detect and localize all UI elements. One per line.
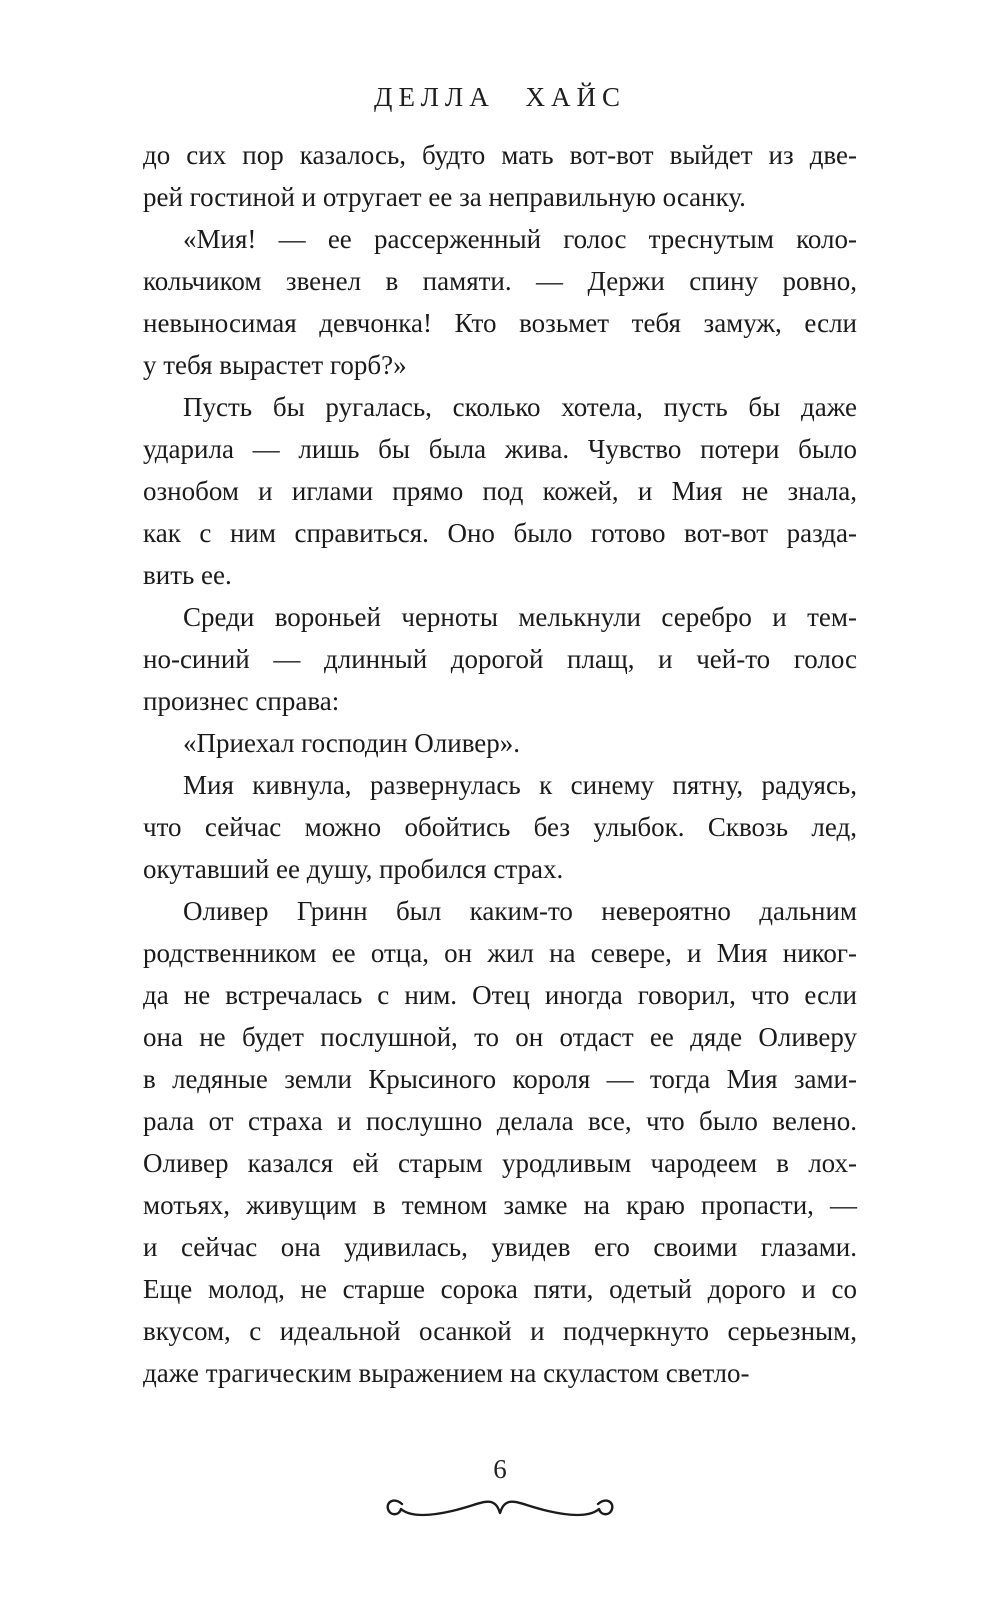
text-line: и сейчас она удивилась, увидев его своими глазами. [143, 1232, 857, 1262]
text-line: как с ним справиться. Оно было готово вот-вот разда- [143, 518, 857, 548]
text-line: произнес справа: [143, 686, 340, 716]
body-text [143, 134, 857, 1394]
text-line: кольчиком звенел в памяти. — Держи спину ровно, [143, 266, 857, 296]
text-line: «Приехал господин Оливер». [183, 728, 521, 758]
text-line: ударила — лишь бы была жива. Чувство потери было [143, 434, 857, 464]
text-line: рала от страха и послушно делала все, что было велено. [143, 1106, 857, 1136]
text-line: Оливер Гринн был каким-то невероятно дальним [183, 896, 857, 926]
text-line: в ледяные земли Крысиного короля — тогда Мия зами- [143, 1064, 857, 1094]
text-line: Пусть бы ругалась, сколько хотела, пусть бы даже [183, 392, 857, 422]
text-line: Среди вороньей черноты мелькнули серебро и тем- [183, 602, 857, 632]
text-line: невыносимая девчонка! Кто возьмет тебя замуж, если [143, 308, 857, 338]
text-line: окутавший ее душу, пробился страх. [143, 854, 564, 884]
text-line: ознобом и иглами прямо под кожей, и Мия не знала, [143, 476, 857, 506]
text-line: вить ее. [143, 560, 232, 590]
text-line: да не встречалась с ним. Отец иногда говорил, что если [143, 980, 857, 1010]
text-line: «Мия! — ее рассерженный голос треснутым коло- [183, 224, 857, 254]
text-line: вкусом, с идеальной осанкой и подчеркнуто серьезным, [143, 1316, 857, 1346]
text-line: Еще молод, не старше сорока пяти, одетый дорого и со [143, 1274, 857, 1304]
text-line: рей гостиной и отругает ее за неправильную осанку. [143, 182, 746, 212]
text-line: до сих пор казалось, будто мать вот-вот выйдет из две- [143, 140, 857, 170]
flourish-divider-icon [384, 1489, 616, 1521]
running-header-author: ДЕЛЛА ХАЙС [374, 82, 626, 112]
text-line: Мия кивнула, развернулась к синему пятну, радуясь, [183, 770, 857, 800]
text-line: у тебя вырастет горб?» [143, 350, 407, 380]
page-number: 6 [493, 1454, 507, 1484]
text-line: даже трагическим выражением на скуластом светло- [143, 1358, 750, 1388]
text-line: она не будет послушной, то он отдаст ее дяде Оливеру [143, 1022, 857, 1052]
text-line: но-синий — длинный дорогой плащ, и чей-то голос [143, 644, 857, 674]
text-line: что сейчас можно обойтись без улыбок. Сквозь лед, [143, 812, 857, 842]
text-line: родственником ее отца, он жил на севере, и Мия никог- [143, 938, 857, 968]
text-line: мотьях, живущим в темном замке на краю пропасти, — [143, 1190, 857, 1220]
text-line: Оливер казался ей старым уродливым чародеем в лох- [143, 1148, 857, 1178]
